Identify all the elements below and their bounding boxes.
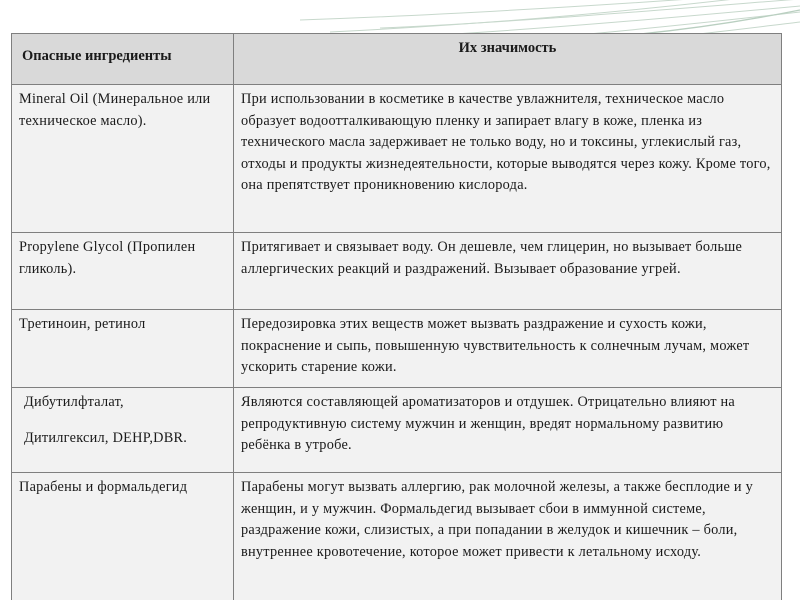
ingredient-significance: Передозировка этих веществ может вызвать раздражение и сухость кожи, покраснение и сыпь, повышенную чувствительность к солнечным лучам, может ускорить старение кожи. <box>234 310 782 388</box>
ingredient-significance: Являются составляющей ароматизаторов и отдушек. Отрицательно влияют на репродуктивную систему мужчин и женщин, вредят нормальному развитию ребёнка в утробе. <box>234 388 782 473</box>
header-significance: Их значимость <box>234 34 782 85</box>
ingredients-table-wrapper <box>11 33 781 600</box>
table-row <box>12 85 782 233</box>
table-header-row <box>12 34 782 85</box>
ingredient-name: Третиноин, ретинол <box>12 310 234 388</box>
ingredient-name: Mineral Oil (Минеральное или техническое масло). <box>12 85 234 233</box>
table-row <box>12 473 782 600</box>
ingredient-significance: Притягивает и связывает воду. Он дешевле, чем глицерин, но вызывает больше аллергических реакций и раздражений. Вызывает образование угрей. <box>234 233 782 310</box>
ingredient-name-line-1: Дибутилфталат, <box>24 394 124 410</box>
decor-curve-1 <box>300 0 705 20</box>
ingredient-name-line-2: Дитилгексил, DEHP,DBR. <box>24 429 188 446</box>
ingredient-name <box>12 388 234 473</box>
ingredient-significance: При использовании в косметике в качестве увлажнителя, техническое масло образует водоотталкивающую пленку и запирает влагу в коже, пленка из технического масла задерживает не только воду, но и токсины, углекислый газ, отходы и продукты жизнедеятельности, которые выводятся через кожу. Кроме того, она препятствует проникновению кислорода. <box>234 85 782 233</box>
table-row <box>12 388 782 473</box>
table-row <box>12 310 782 388</box>
ingredients-table <box>11 33 782 600</box>
header-ingredients: Опасные ингредиенты <box>12 34 234 85</box>
ingredient-significance: Парабены могут вызвать аллергию, рак молочной железы, а также бесплодие и у женщин, и у мужчин. Формальдегид вызывает сбои в иммунной системе, раздражение кожи, слизистых, а при попадании в желудок и кишечник – боли, внутреннее кровотечение, которое может привести к летальному исходу. <box>234 473 782 600</box>
table-row <box>12 233 782 310</box>
ingredient-name: Парабены и формальдегид <box>12 473 234 600</box>
ingredient-name: Propylene Glycol (Пропилен гликоль). <box>12 233 234 310</box>
